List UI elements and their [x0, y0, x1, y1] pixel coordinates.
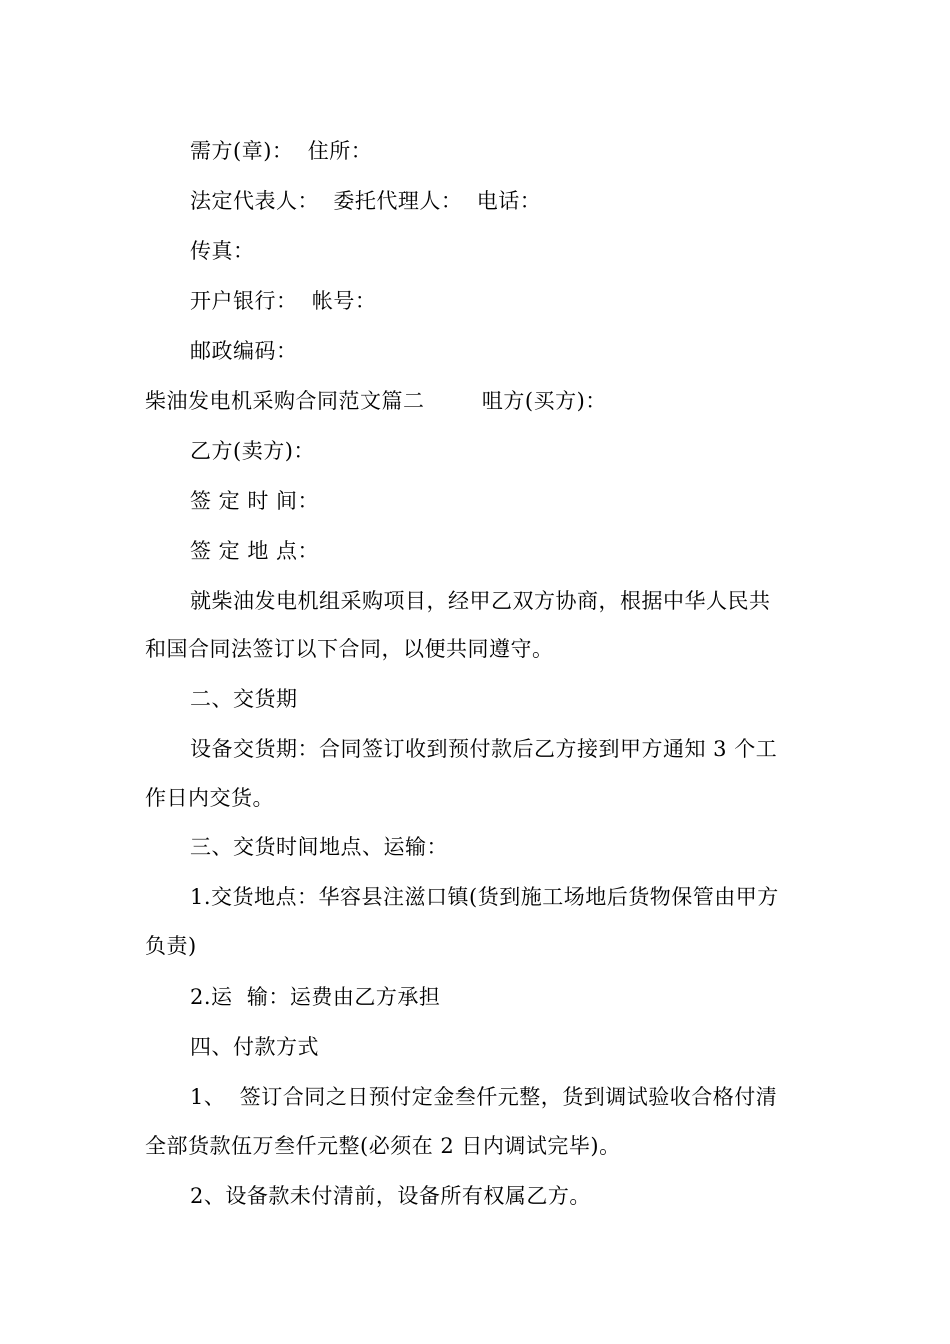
- delivery-place-line-2: 负责): [145, 934, 197, 958]
- legal-rep-agent-phone-line: 法定代表人： 委托代理人： 电话：: [190, 189, 542, 213]
- delivery-period-line-1: 设备交货期：合同签订收到预付款后乙方接到甲方通知 3 个工: [190, 737, 778, 761]
- transport-line: 2.运 输：运费由乙方承担: [190, 985, 441, 1009]
- payment-item-1-line-1: 1、 签订合同之日预付定金叁仟元整，货到调试验收合格付清: [190, 1085, 778, 1109]
- heading-delivery-period: 二、交货期: [190, 687, 298, 711]
- delivery-period-line-2: 作日内交货。: [145, 786, 274, 810]
- fax-line: 传真：: [190, 239, 255, 263]
- signing-time-line: 签 定 时 间：: [190, 489, 320, 513]
- party-b-line: 乙方(卖方)：: [190, 439, 315, 463]
- section-title-party-a: 柴油发电机采购合同范文篇二 咀方(买方)：: [145, 389, 607, 413]
- supplier-seal-address-line: 需方(章)： 住所：: [190, 139, 373, 163]
- postal-code-line: 邮政编码：: [190, 339, 298, 363]
- payment-item-1-line-2: 全部货款伍万叁仟元整(必须在 2 日内调试完毕)。: [145, 1134, 621, 1158]
- signing-place-line: 签 定 地 点：: [190, 539, 320, 563]
- heading-delivery-time-place-transport: 三、交货时间地点、运输：: [190, 835, 448, 859]
- preamble-line-2: 和国合同法签订以下合同，以便共同遵守。: [145, 637, 554, 661]
- bank-account-line: 开户银行： 帐号：: [190, 289, 377, 313]
- heading-payment-method: 四、付款方式: [190, 1035, 319, 1059]
- payment-item-2-line: 2、设备款未付清前，设备所有权属乙方。: [190, 1184, 591, 1208]
- delivery-place-line-1: 1.交货地点：华容县注滋口镇(货到施工场地后货物保管由甲方: [190, 885, 779, 909]
- preamble-line-1: 就柴油发电机组采购项目，经甲乙双方协商，根据中华人民共: [190, 589, 771, 613]
